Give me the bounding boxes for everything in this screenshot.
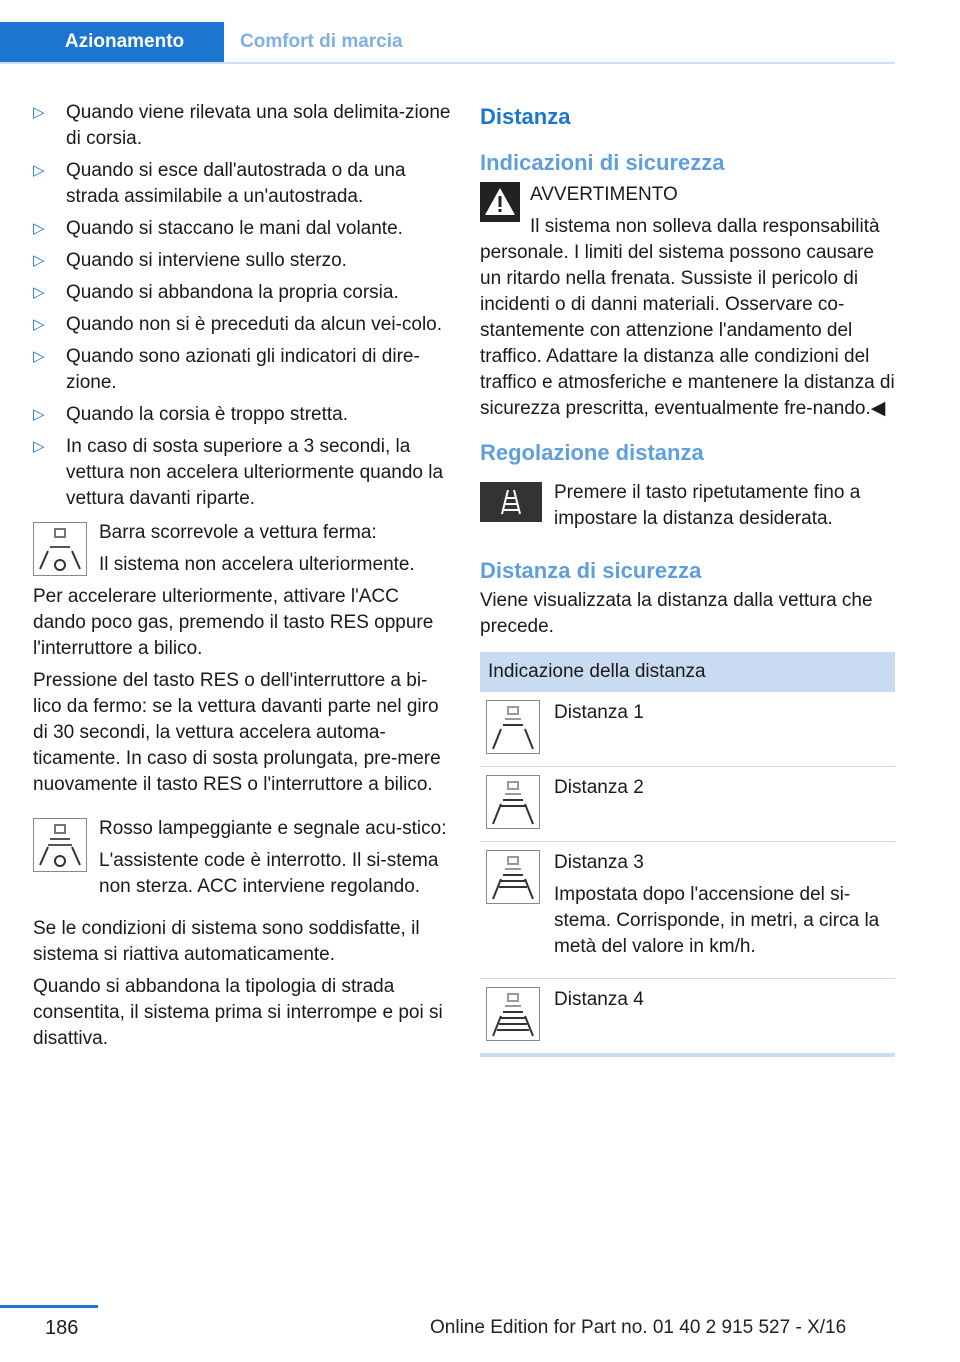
triangle-bullet-icon: ▷ (33, 316, 45, 333)
tab-azionamento[interactable]: Azionamento (0, 22, 224, 62)
table-header: Indicazione della distanza (480, 652, 895, 692)
triangle-bullet-icon: ▷ (33, 406, 45, 423)
distance-3-icon (486, 850, 540, 904)
distance-note: Impostata dopo l'accensione del si-stema. Corrisponde, in metri, a circa la metà del valore in km/h. (554, 884, 880, 957)
distance-label: Distanza 1 (554, 702, 644, 723)
triangle-bullet-icon: ▷ (33, 220, 45, 237)
distance-label: Distanza 3 (554, 852, 644, 873)
bullet-item: ▷ Quando sono azionati gli indicatori di dire-zione. (33, 346, 420, 393)
triangle-bullet-icon: ▷ (33, 438, 45, 455)
tab-comfort-di-marcia[interactable]: Comfort di marcia (240, 31, 403, 52)
footer-line (0, 1305, 98, 1308)
bullet-item: ▷ In caso di sosta superiore a 3 secondi, la vettura non accelera ulteriormente quando la vettura davanti riparte. (33, 436, 444, 509)
regolazione-text: Premere il tasto ripetutamente fino a impostare la distanza desiderata. (554, 482, 861, 529)
right-column (480, 100, 895, 1057)
paragraph: Se le condizioni di sistema sono soddisfatte, il sistema si riattiva automaticamente. (33, 918, 420, 965)
paragraph: Pressione del tasto RES o dell'interruttore a bi-lico da fermo: se la vettura davanti parte nel giro di 30 secondi, la vettura accelera automa-ticamente. In caso di sosta prolungata, pre-mere nuovamente il tasto RES o l'interruttore a bilico. (33, 670, 441, 795)
bullet-item: ▷ Quando si staccano le mani dal volante. (33, 216, 451, 242)
heading-distanza-sicurezza: Distanza di sicurezza (480, 558, 702, 583)
left-column (33, 100, 451, 1058)
warning-icon (480, 182, 520, 222)
red-title: Rosso lampeggiante e segnale acu-stico: (99, 818, 447, 839)
triangle-bullet-icon: ▷ (33, 252, 45, 269)
warning-label: AVVERTIMENTO (530, 184, 678, 205)
bullet-item: ▷ Quando la corsia è troppo stretta. (33, 402, 451, 428)
bullet-item: ▷ Quando si abbandona la propria corsia. (33, 280, 451, 306)
table-row (480, 842, 895, 979)
distance-2-icon (486, 775, 540, 829)
lane-assist-bar-icon (33, 522, 87, 576)
page-number: 186 (45, 1317, 79, 1339)
bullet-item: ▷ Quando si interviene sullo sterzo. (33, 248, 451, 274)
bar-title: Barra scorrevole a vettura ferma: (99, 522, 377, 543)
triangle-bullet-icon: ▷ (33, 348, 45, 365)
warning-text: Il sistema non solleva dalla responsabilità personale. I limiti del sistema possono causare un ritardo nella frenata. Sussiste il pericolo di incidenti o di danni materiali. Osservare co-stantemente con attenzione l'andamento del traffico. Adattare la distanza alle condizioni del traffico e atmosferiche e mantenere la distanza di sicurezza prescritta, eventualmente fre-nando.◀ (480, 216, 895, 419)
triangle-bullet-icon: ▷ (33, 104, 45, 121)
heading-indicazioni-sicurezza: Indicazioni di sicurezza (480, 150, 725, 175)
red-line2: L'assistente code è interrotto. Il si-stema non sterza. ACC interviene regolando. (99, 850, 439, 897)
lane-assist-red-icon (33, 818, 87, 872)
bar-line3: Per accelerare ulteriormente, attivare l'ACC dando poco gas, premendo il tasto RES oppure l'interruttore a bilico. (33, 586, 434, 659)
distance-4-icon (486, 987, 540, 1041)
distance-label: Distanza 4 (554, 989, 644, 1010)
table-row (480, 692, 895, 767)
triangle-bullet-icon: ▷ (33, 162, 45, 179)
distance-table (480, 652, 895, 1057)
bullet-item: ▷ Quando non si è preceduti da alcun vei-colo. (33, 312, 451, 338)
bullet-item: ▷ Quando viene rilevata una sola delimita-zione di corsia. (33, 102, 451, 149)
distanza-sicurezza-text: Viene visualizzata la distanza dalla vettura che precede. (480, 590, 873, 637)
paragraph: Quando si abbandona la tipologia di strada consentita, il sistema prima si interrompe e poi si disattiva. (33, 976, 443, 1049)
bar-line2: Il sistema non accelera ulteriormente. (99, 554, 415, 575)
heading-regolazione: Regolazione distanza (480, 440, 704, 465)
table-row (480, 979, 895, 1056)
heading-distanza: Distanza (480, 104, 571, 129)
edition-text: Online Edition for Part no. 01 40 2 915 527 - X/16 (430, 1317, 847, 1338)
table-row (480, 767, 895, 842)
distance-1-icon (486, 700, 540, 754)
triangle-bullet-icon: ▷ (33, 284, 45, 301)
distance-button-icon (480, 482, 542, 522)
bullet-item: ▷ Quando si esce dall'autostrada o da una strada assimilabile a un'autostrada. (33, 160, 406, 207)
distance-label: Distanza 2 (554, 777, 644, 798)
